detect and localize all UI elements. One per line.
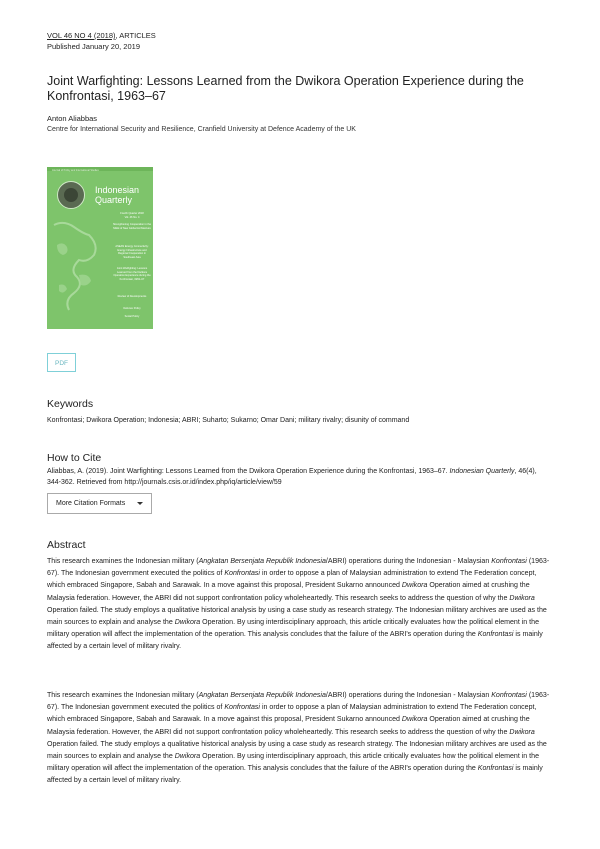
cover-blurb: Fourth Quarter 2018 [120, 212, 144, 215]
cover-map-icon [49, 215, 109, 315]
cover-blurb: Strengthening Cooperation in the Midst of New Global Architecture [112, 223, 152, 230]
author-affiliation: Centre for International Security and Resilience, Cranfield University at Defence Academy of the UK [47, 126, 356, 133]
citation-text: Aliabbas, A. (2019). Joint Warfighting: Lessons Learned from the Dwikora Operation Experience during the Konfrontasi, 1963–67. Indonesian Quarterly, 46(4), 344-362. Retrieved from http://journals.csis.or.id/index.php/iq/article/view/59 [47, 468, 537, 486]
cover-blurb: ASEAN Energy Connectivity: Energy Infrastructure and Regional Cooperation in Southeast Asia [115, 245, 149, 259]
cover-blurb: Social Policy [124, 315, 140, 318]
cover-brand: Indonesian Quarterly [95, 185, 140, 205]
cover-blurb: Vol. 46 No. 4 [124, 216, 140, 219]
chevron-down-icon [137, 502, 143, 505]
citation-formats-dropdown[interactable] [47, 493, 152, 514]
abstract-paragraph: This research examines the Indonesian military (Angkatan Bersenjata Republik Indonesia/ABRI) operations during the Indonesian - Malaysian Konfrontasi (1963-67). The Indonesian government executed the politics of Konfrontasi in order to oppose a plan of Malaysian administration to extend The Federation concept, which embraced Singapore, Sabah and Sarawak. In a move against this proposal, President Sukarno announced Dwikora Operation aimed at crushing the Malaysia federation. However, the ABRI did not support confrontation policy wholeheartedly. This research seeks to address the question of why the Dwikora Operation failed. The study employs a qualitative historical analysis by using a case study as research strategy. The Indonesian military archives are used as the main sources to explain and analyse the Dwikora Operation. By using interdisciplinary approach, this article critically evaluates how the political element in the military operation will affect the implementation of the operation. This analysis concludes that the failure of the ABRI's operation during the Konfrontasi is mainly affected by a certain level of military rivalry. [47, 558, 550, 651]
cover-blurb: Review of Developments [117, 295, 147, 298]
pdf-download-button[interactable]: PDF [47, 353, 76, 372]
issue-cover-image [47, 167, 153, 329]
author-name: Anton Aliabbas [47, 114, 98, 123]
article-title: Joint Warfighting: Lessons Learned from the Dwikora Operation Experience during the Konfrontasi, 1963–67 [47, 74, 524, 103]
abstract-paragraph: This research examines the Indonesian military (Angkatan Bersenjata Republik Indonesia/ABRI) operations during the Indonesian - Malaysian Konfrontasi (1963-67). The Indonesian government executed the politics of Konfrontasi in order to oppose a plan of Malaysian administration to extend The Federation concept, which embraced Singapore, Sabah and Sarawak. In a move against this proposal, President Sukarno announced Dwikora Operation aimed at crushing the Malaysia federation. However, the ABRI did not support confrontation policy wholeheartedly. This research seeks to address the question of why the Dwikora Operation failed. The study employs a qualitative historical analysis by using a case study as research strategy. The Indonesian military archives are used as the main sources to explain and analyse the Dwikora Operation. By using interdisciplinary approach, this article critically evaluates how the political element in the military operation will affect the implementation of the operation. This analysis concludes that the failure of the ABRI's operation during the Konfrontasi is mainly affected by a certain level of military rivalry. [47, 692, 550, 785]
how-to-cite-heading: How to Cite [47, 452, 102, 464]
citation-formats-label: More Citation Formats [56, 500, 126, 507]
issue-meta [47, 30, 156, 52]
globe-logo-icon [57, 181, 85, 209]
journal-name: Indonesian Quarterly [449, 468, 515, 475]
cover-blurb: Joint Warfighting: Lessons Learned from the Dwikora Operation Experience during the Konfrontasi, 1963–67 [113, 267, 151, 281]
cover-top-text: Journal of Policy and International Studies [52, 169, 99, 172]
issue-link[interactable]: VOL 46 NO 4 (2018) [47, 31, 116, 40]
published-date: Published January 20, 2019 [47, 42, 140, 51]
abstract-heading: Abstract [47, 539, 86, 551]
keywords-heading: Keywords [47, 398, 94, 410]
cover-blurb: Defence Policy [123, 307, 141, 310]
keywords-list: Konfrontasi; Dwikora Operation; Indonesia; ABRI; Suharto; Sukarno; Omar Dani; military rivalry; disunity of command [47, 417, 410, 424]
section-label: , ARTICLES [115, 31, 156, 40]
